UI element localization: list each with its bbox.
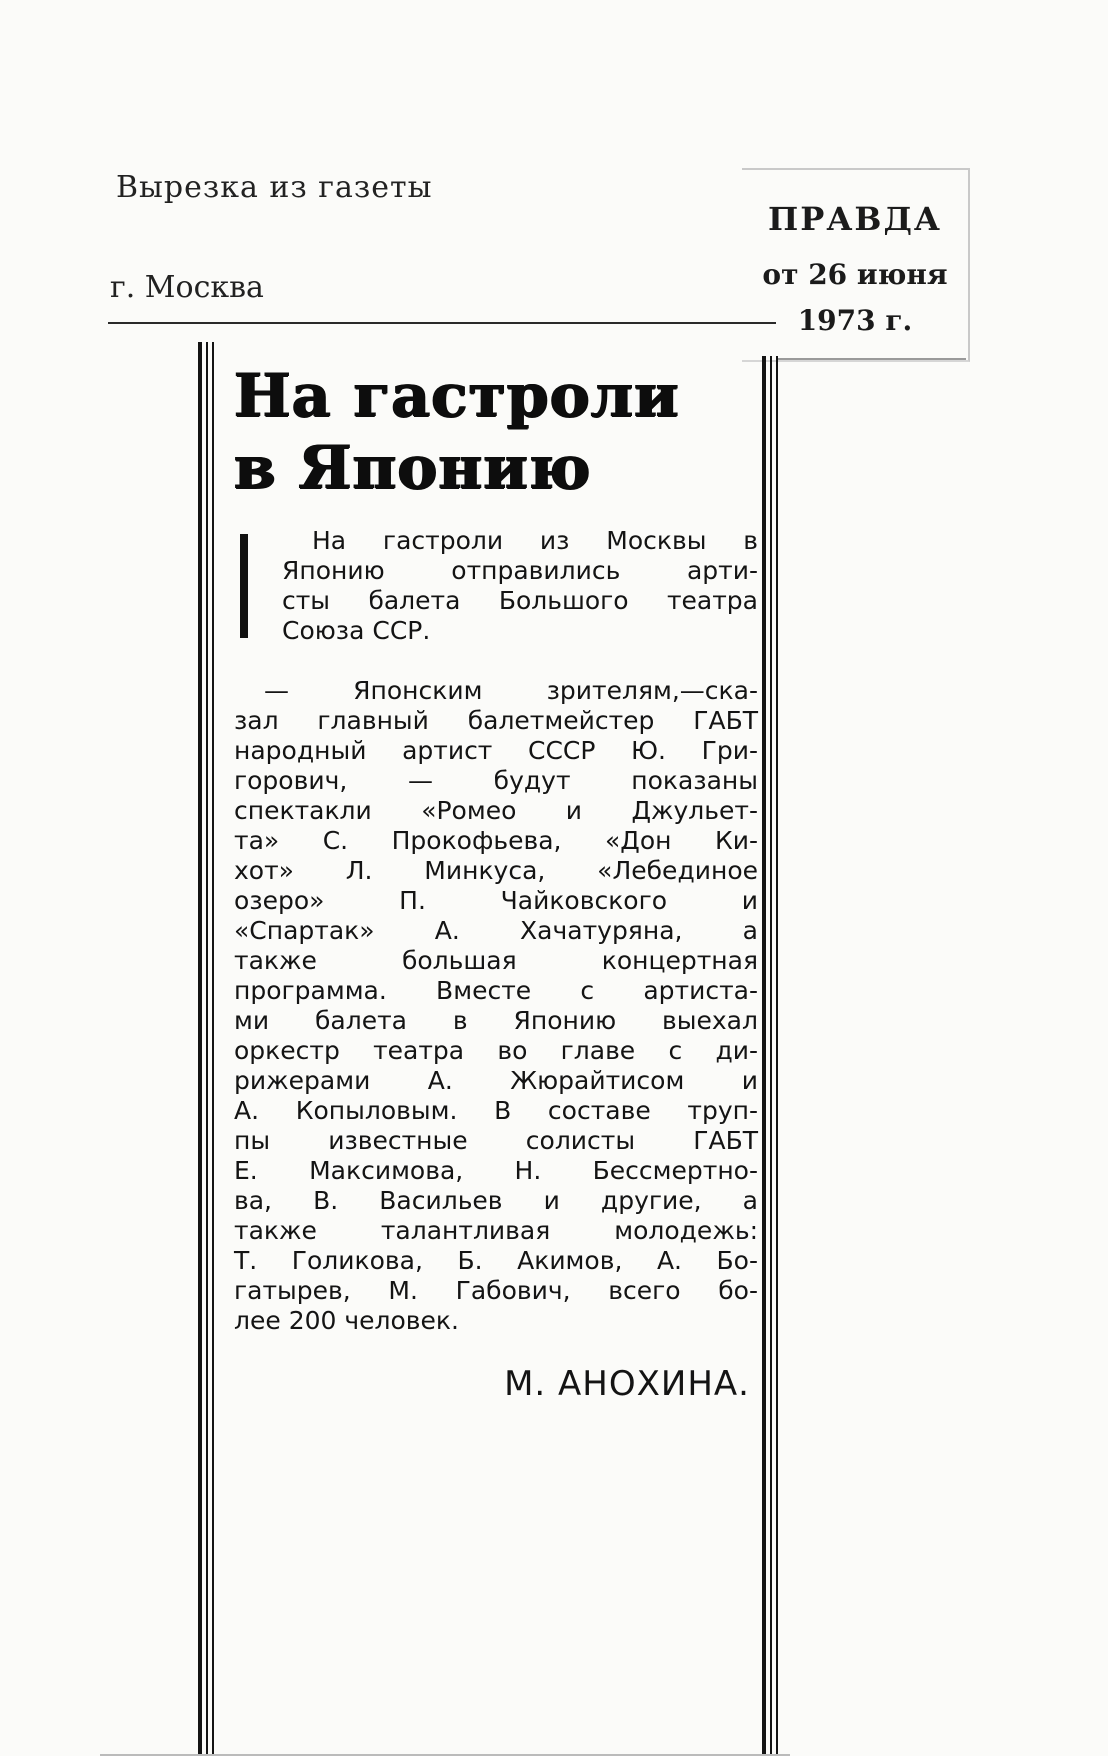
publication-date: от 26 июня: [762, 258, 948, 291]
article-byline: М. АНОХИНА.: [504, 1364, 750, 1404]
column-rule-right-inner2: [776, 356, 778, 1754]
body-line: также большая концертная: [234, 946, 758, 975]
column-rule-right: [762, 356, 766, 1754]
body-line: Т. Голикова, Б. Акимов, А. Бо-: [234, 1246, 758, 1275]
article-lede: [230, 526, 758, 646]
city-label: г. Москва: [110, 270, 264, 305]
body-line: ми балета в Японию выехал: [234, 1006, 758, 1035]
body-line: Е. Максимова, Н. Бессмертно-: [234, 1156, 758, 1185]
body-line: спектакли «Ромео и Джульет-: [234, 796, 758, 825]
publication-year: 1973 г.: [797, 304, 913, 337]
body-line: также талантливая молодежь:: [234, 1216, 758, 1245]
body-line: программа. Вместе с артиста-: [234, 976, 758, 1005]
body-line: — Японским зрителям,—ска-: [264, 676, 758, 705]
body-line: гатырев, М. Габович, всего бо-: [234, 1276, 758, 1305]
body-line: ва, В. Васильев и другие, а: [234, 1186, 758, 1215]
body-line: народный артист СССР Ю. Гри-: [234, 736, 758, 765]
lede-line: сты балета Большого театра: [282, 586, 758, 615]
body-line: рижерами А. Жюрайтисом и: [234, 1066, 758, 1095]
clipping-source-label: Вырезка из газеты: [116, 170, 433, 205]
column-rule-right-inner: [770, 356, 772, 1754]
lede-line: Японию отправились арти-: [282, 556, 758, 585]
lede-line: На гастроли из Москвы в: [312, 526, 758, 555]
header-divider: [108, 322, 776, 324]
headline-line: На гастроли: [234, 361, 680, 431]
article-headline: [234, 360, 758, 504]
article: [230, 350, 758, 1404]
column-rule-left-inner2: [212, 342, 214, 1754]
body-line: горович, — будут показаны: [234, 766, 758, 795]
lede-line: Союза ССР.: [282, 616, 431, 645]
headline-line: в Японию: [234, 433, 592, 503]
stamp-divider: [776, 358, 966, 360]
newspaper-name: ПРАВДА: [768, 200, 942, 238]
body-line: зал главный балетмейстер ГАБТ: [234, 706, 758, 735]
body-line: А. Копыловым. В составе труп-: [234, 1096, 758, 1125]
body-line: хот» Л. Минкуса, «Лебединое: [234, 856, 758, 885]
body-line: «Спартак» А. Хачатуряна, а: [234, 916, 758, 945]
article-body: [230, 676, 758, 1336]
column-rule-left: [198, 342, 202, 1754]
body-line: та» С. Прокофьева, «Дон Ки-: [234, 826, 758, 855]
body-line: пы известные солисты ГАБТ: [234, 1126, 758, 1155]
body-line: оркестр театра во главе с ди-: [234, 1036, 758, 1065]
newspaper-stamp: [742, 168, 970, 362]
lede-marker: [240, 534, 248, 638]
body-line: озеро» П. Чайковского и: [234, 886, 758, 915]
body-line: лее 200 человек.: [234, 1306, 459, 1335]
column-rule-left-inner: [206, 342, 208, 1754]
